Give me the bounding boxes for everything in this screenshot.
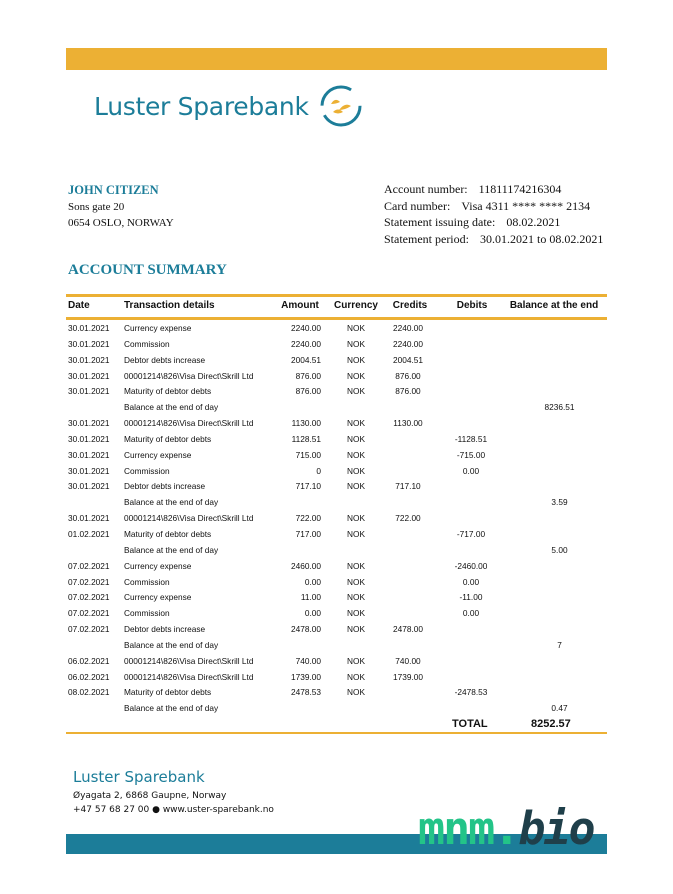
cell-currency: NOK: [347, 433, 365, 444]
statement-period: 30.01.2021 to 08.02.2021: [479, 231, 604, 246]
header-details: Transaction details: [124, 300, 215, 311]
cell-credits: 2004.51: [393, 354, 423, 365]
cell-date: 07.02.2021: [68, 592, 110, 603]
table-row: [66, 653, 607, 669]
cell-details: Maturity of debtor debts: [124, 687, 212, 698]
cell-amount: 722.00: [295, 513, 321, 524]
cell-amount: 0.00: [304, 576, 321, 587]
header-amount: Amount: [281, 300, 319, 311]
cell-amount: 717.10: [295, 481, 321, 492]
client-address-line1: Sons gate 20: [68, 201, 125, 213]
cell-currency: NOK: [347, 655, 365, 666]
cell-details: 00001214\826\Visa Direct\Skrill Ltd: [124, 370, 254, 381]
table-row: [66, 368, 607, 384]
cell-credits: 1130.00: [393, 418, 423, 429]
cell-debits: -715.00: [456, 449, 486, 460]
footer-contact: +47 57 68 27 00 ● www.uster-sparebank.no: [73, 805, 274, 815]
cell-amount: 876.00: [295, 386, 321, 397]
cell-credits: 722.00: [395, 513, 421, 524]
cell-balance: 3.59: [551, 497, 568, 508]
cell-credits: 717.10: [395, 481, 421, 492]
cell-amount: 2240.00: [291, 338, 321, 349]
cell-details: 00001214\826\Visa Direct\Skrill Ltd: [124, 513, 254, 524]
cell-currency: NOK: [347, 528, 365, 539]
cell-credits: 740.00: [395, 655, 421, 666]
client-block: [68, 182, 174, 231]
table-row: [66, 383, 607, 399]
cell-date: 07.02.2021: [68, 576, 110, 587]
cell-date: 07.02.2021: [68, 624, 110, 635]
table-row: [66, 605, 607, 621]
cell-credits: 2478.00: [393, 624, 423, 635]
cell-amount: 11.00: [300, 592, 321, 603]
issue-date: 08.02.2021: [506, 215, 561, 229]
table-header: [66, 294, 607, 320]
cell-details: Balance at the end of day: [124, 402, 219, 413]
header-debits: Debits: [456, 300, 488, 311]
cell-details: 00001214\826\Visa Direct\Skrill Ltd: [124, 655, 254, 666]
cell-amount: 876.00: [295, 370, 321, 381]
cell-amount: 740.00: [295, 655, 321, 666]
account-number: 11811174216304: [478, 182, 562, 196]
cell-currency: NOK: [347, 465, 365, 476]
cell-credits: 2240.00: [393, 323, 423, 333]
cell-date: 30.01.2021: [68, 513, 110, 524]
cell-details: Balance at the end of day: [124, 639, 219, 650]
cell-amount: 2460.00: [291, 560, 321, 571]
table-row: [66, 684, 607, 700]
cell-details: Maturity of debtor debts: [124, 386, 212, 397]
cell-amount: 0: [316, 465, 321, 476]
table-row: [66, 399, 607, 415]
account-number-label: Account number:: [384, 182, 468, 196]
cell-amount: 1128.51: [291, 433, 321, 444]
issue-date-row: [384, 214, 603, 231]
cell-balance: 7: [557, 639, 562, 650]
table-row: [66, 352, 607, 368]
table-row: [66, 526, 607, 542]
cell-date: 07.02.2021: [68, 608, 110, 619]
cell-debits: 0.00: [462, 465, 480, 476]
cell-date: 30.01.2021: [68, 323, 110, 333]
table-row: [66, 447, 607, 463]
cell-details: Debtor debts increase: [124, 481, 206, 492]
cell-amount: 0.00: [304, 608, 321, 619]
footer-address: Øyagata 2, 6868 Gaupne, Norway: [73, 791, 227, 801]
cell-date: 30.01.2021: [68, 370, 110, 381]
cell-debits: -11.00: [459, 592, 483, 603]
cell-amount: 2240.00: [291, 323, 321, 333]
table-row: [66, 700, 607, 716]
client-name: JOHN CITIZEN: [68, 183, 159, 197]
cell-amount: 717.00: [295, 528, 321, 539]
table-row: [66, 621, 607, 637]
table-row: [66, 336, 607, 352]
table-row: [66, 574, 607, 590]
cell-currency: NOK: [347, 687, 365, 698]
client-address-line2: 0654 OSLO, NORWAY: [68, 217, 174, 229]
cell-currency: NOK: [347, 513, 365, 524]
cell-details: Commission: [124, 576, 170, 587]
cell-currency: NOK: [347, 624, 365, 635]
transactions-table: [66, 294, 607, 734]
cell-date: 06.02.2021: [68, 655, 110, 666]
cell-details: Currency expense: [124, 449, 192, 460]
cell-details: Currency expense: [124, 592, 192, 603]
cell-balance: 5.00: [551, 544, 568, 555]
footer-bank-name: Luster Sparebank: [73, 768, 205, 786]
cell-date: 30.01.2021: [68, 449, 110, 460]
table-row: [66, 494, 607, 510]
cell-details: Currency expense: [124, 560, 192, 571]
cell-details: Commission: [124, 608, 170, 619]
cell-details: Maturity of debtor debts: [124, 433, 212, 444]
table-row: [66, 478, 607, 494]
cell-credits: 1739.00: [393, 671, 423, 682]
cell-date: 30.01.2021: [68, 433, 110, 444]
cell-amount: 715.00: [295, 449, 321, 460]
cell-amount: 2004.51: [291, 354, 321, 365]
footer: [73, 768, 274, 817]
table-row: [66, 637, 607, 653]
cell-date: 30.01.2021: [68, 481, 110, 492]
cell-debits: -1128.51: [454, 433, 488, 444]
card-number: Visa 4311 **** **** 2134: [461, 198, 591, 213]
table-body: [66, 320, 607, 716]
watermark: [418, 802, 594, 855]
cell-currency: NOK: [347, 481, 365, 492]
total-value: 8252.57: [531, 718, 571, 731]
table-row: [66, 510, 607, 526]
cell-amount: 1739.00: [291, 671, 321, 682]
issue-date-label: Statement issuing date:: [384, 215, 496, 229]
table-row: [66, 431, 607, 447]
cell-date: 30.01.2021: [68, 418, 110, 429]
cell-debits: -717.00: [456, 528, 486, 539]
cell-balance: 0.47: [551, 703, 568, 714]
summary-title: ACCOUNT SUMMARY: [68, 262, 227, 278]
cell-debits: -2460.00: [454, 560, 488, 571]
cell-date: 30.01.2021: [68, 465, 110, 476]
cell-amount: 2478.53: [291, 687, 321, 698]
cell-details: Balance at the end of day: [124, 544, 219, 555]
cell-credits: 876.00: [395, 370, 421, 381]
total-row: [66, 716, 607, 734]
cell-amount: 2478.00: [291, 624, 321, 635]
table-row: [66, 463, 607, 479]
cell-details: 00001214\826\Visa Direct\Skrill Ltd: [124, 418, 254, 429]
cell-currency: NOK: [347, 449, 365, 460]
table-row: [66, 589, 607, 605]
table-row: [66, 415, 607, 431]
cell-currency: NOK: [347, 576, 365, 587]
header-currency: Currency: [334, 300, 378, 311]
cell-date: 07.02.2021: [68, 560, 110, 571]
cell-credits: 2240.00: [393, 338, 423, 349]
cell-currency: NOK: [347, 323, 365, 333]
top-accent-bar: [66, 48, 607, 70]
header-credits: Credits: [392, 300, 428, 311]
cell-amount: 1130.00: [291, 418, 321, 429]
cell-currency: NOK: [347, 386, 365, 397]
cell-debits: -2478.53: [454, 687, 488, 698]
card-number-row: [384, 198, 603, 215]
cell-currency: NOK: [347, 418, 365, 429]
table-row: [66, 669, 607, 685]
cell-date: 30.01.2021: [68, 386, 110, 397]
statement-period-row: [384, 231, 603, 248]
card-number-label: Card number:: [384, 198, 451, 213]
watermark-part1: mnm.: [418, 802, 519, 855]
cell-currency: NOK: [347, 671, 365, 682]
cell-currency: NOK: [347, 608, 365, 619]
cell-details: Currency expense: [124, 323, 192, 333]
cell-currency: NOK: [347, 560, 365, 571]
total-label: TOTAL: [452, 718, 488, 731]
cell-date: 08.02.2021: [68, 687, 110, 698]
statement-period-label: Statement period:: [384, 231, 469, 246]
cell-details: Balance at the end of day: [124, 497, 219, 508]
cell-currency: NOK: [347, 338, 365, 349]
cell-currency: NOK: [347, 370, 365, 381]
cell-details: Debtor debts increase: [124, 624, 206, 635]
cell-details: Commission: [124, 338, 170, 349]
cell-balance: 8236.51: [544, 402, 575, 413]
table-row: [66, 558, 607, 574]
account-info: [384, 181, 603, 247]
cell-date: 06.02.2021: [68, 671, 110, 682]
header-balance: Balance at the end: [509, 300, 599, 311]
cell-credits: 876.00: [395, 386, 421, 397]
cell-debits: 0.00: [462, 608, 480, 619]
cell-details: Balance at the end of day: [124, 703, 219, 714]
cell-currency: NOK: [347, 354, 365, 365]
table-row: [66, 320, 607, 336]
cell-debits: 0.00: [462, 576, 480, 587]
bank-logo-text: Luster Sparebank: [94, 91, 309, 121]
cell-date: 30.01.2021: [68, 354, 110, 365]
header-date: Date: [68, 300, 90, 311]
bank-logo: [94, 82, 365, 130]
cell-details: Commission: [124, 465, 170, 476]
cell-details: Maturity of debtor debts: [124, 528, 212, 539]
cell-details: Debtor debts increase: [124, 354, 206, 365]
cell-details: 00001214\826\Visa Direct\Skrill Ltd: [124, 671, 254, 682]
cell-date: 01.02.2021: [68, 528, 110, 539]
cell-date: 30.01.2021: [68, 338, 110, 349]
bird-swirl-logo-icon: [317, 82, 365, 130]
watermark-part2: bio: [518, 802, 594, 855]
account-number-row: [384, 181, 603, 198]
table-row: [66, 542, 607, 558]
cell-currency: NOK: [347, 592, 365, 603]
